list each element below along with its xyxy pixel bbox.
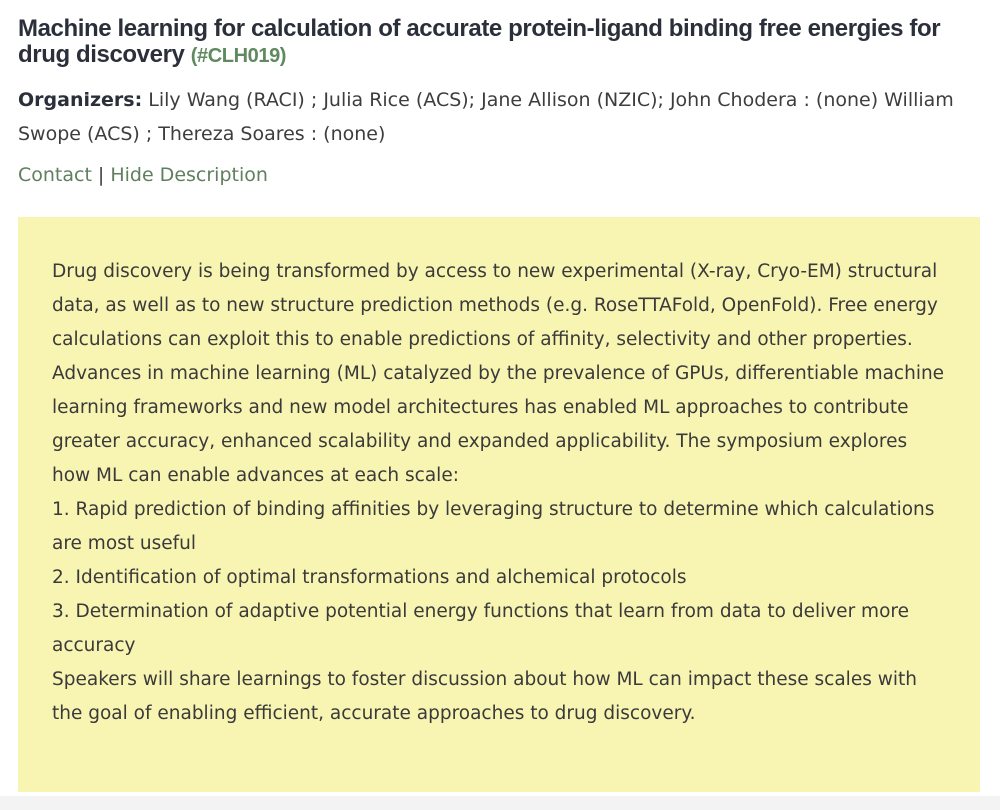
session-title-text: Machine learning for calculation of accurate protein-ligand binding free energies for drug discovery (18, 15, 941, 68)
organizers-label: Organizers: (18, 89, 143, 111)
session-title (18, 16, 980, 69)
contact-link[interactable]: Contact (18, 164, 92, 186)
description-intro: Drug discovery is being transformed by access to new experimental (X-ray, Cryo-EM) structural data, as well as to new structure prediction methods (e.g. RoseTTAFold, OpenFold). Free energy calculations can exploit this to enable predictions of affinity, selectivity and other properties. Advances in machine learning (ML) catalyzed by the prevalence of GPUs, differentiable machine learning frameworks and new model architectures has enabled ML approaches to contribute greater accuracy, enhanced scalability and expanded applicability. The symposium explores how ML can enable advances at each scale: (52, 261, 945, 486)
hide-description-link[interactable]: Hide Description (110, 164, 268, 186)
organizers-list: Lily Wang (RACI) ; Julia Rice (ACS); Jane Allison (NZIC); John Chodera : (none) William Swope (ACS) ; Thereza Soares : (none) (18, 89, 954, 145)
description-panel (18, 217, 980, 792)
description-item-1: 1. Rapid prediction of binding affinities by leveraging structure to determine which calculations are most useful (52, 499, 935, 554)
session-header (18, 16, 980, 187)
page-bottom-divider (0, 796, 1000, 810)
organizers (18, 83, 980, 151)
description-item-2: 2. Identification of optimal transformations and alchemical protocols (52, 567, 687, 588)
link-separator: | (97, 164, 105, 186)
description-item-3: 3. Determination of adaptive potential energy functions that learn from data to deliver more accuracy (52, 601, 909, 656)
session-links (18, 163, 980, 187)
session-code: (#CLH019) (190, 45, 287, 67)
description-closing: Speakers will share learnings to foster discussion about how ML can impact these scales with the goal of enabling efficient, accurate approaches to drug discovery. (52, 669, 917, 724)
